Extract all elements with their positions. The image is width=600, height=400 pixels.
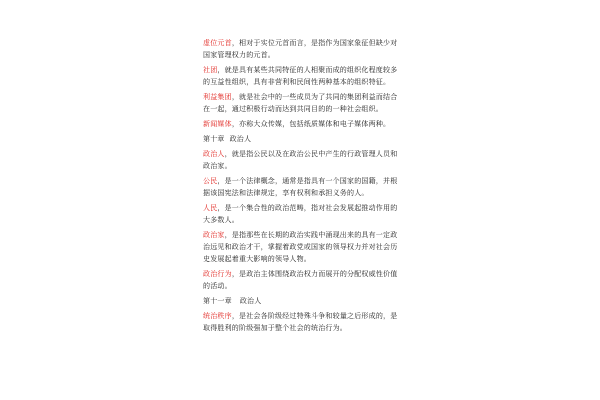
definition-text: 亦称大众传媒，包括纸质媒体和电子媒体两种。 (239, 120, 391, 128)
definition-text: 是一个集合性的政治范畴，指对社会发展起推动作用的大多数人。 (203, 204, 398, 224)
definition-paragraph (203, 310, 401, 334)
definition-paragraph (203, 148, 401, 172)
term-separator: ， (231, 39, 240, 47)
definition-paragraph (203, 37, 401, 61)
definition-paragraph (203, 91, 401, 115)
definition-paragraph (203, 229, 401, 265)
chapter-title: 政治人 (239, 297, 262, 305)
definition-term: 政治人 (203, 150, 225, 158)
chapter-number: 第十一章 (203, 297, 232, 305)
definition-text: 是社会各阶级经过特殊斗争和较量之后形成的，是取得胜利的阶级强加于整个社会的统治行为。 (203, 312, 398, 332)
definition-term: 统治秩序 (203, 312, 232, 320)
term-separator: ， (231, 93, 240, 101)
chapter-number: 第十章 (203, 135, 225, 143)
term-separator: ， (217, 177, 225, 185)
definition-term: 社团 (203, 66, 218, 74)
term-separator: ， (231, 270, 240, 278)
definition-term: 人民 (203, 204, 218, 212)
definition-text: 是一个法律概念，通常是指具有一个国家的国籍，并根据该国宪法和法律规定，享有权利和承担义务的人。 (203, 177, 398, 197)
definition-text: 相对于实位元首而言，是指作为国家象征但缺少对国家管理权力的元首。 (203, 39, 398, 59)
definition-text: 就是社会中的一些成员为了共同的集团利益而结合在一起，通过积极行动而达到共同目的的一种社会组织。 (203, 93, 398, 113)
definition-text: 就是具有某些共同特征的人相聚而成的组织化程度较多的互益性组织，具有非营利和民间性两种基本的组织特征。 (203, 66, 398, 86)
definition-term: 政治行为 (203, 270, 232, 278)
definition-text: 就是指公民以及在政治公民中产生的行政管理人员和政治家。 (203, 150, 398, 170)
definition-paragraph (203, 118, 401, 130)
term-separator: ， (217, 204, 225, 212)
definition-term: 政治家 (203, 231, 225, 239)
definition-paragraph (203, 175, 401, 199)
definition-paragraph (203, 64, 401, 88)
chapter-title: 政治人 (229, 135, 252, 143)
definition-term: 虚位元首 (203, 39, 232, 47)
definition-term: 公民 (203, 177, 218, 185)
term-separator: ， (224, 231, 232, 239)
term-separator: ， (231, 120, 240, 128)
definition-term: 新闻媒体 (203, 120, 232, 128)
term-separator: ， (224, 150, 232, 158)
definition-term: 利益集团 (203, 93, 232, 101)
definition-paragraph (203, 202, 401, 226)
chapter-heading (203, 295, 401, 307)
definition-text: 是指那些在长期的政治实践中涌现出来的具有一定政治远见和政治才干，掌握着政党或国家的领导权力并对社会历史发展起着重大影响的领导人物。 (203, 231, 398, 263)
chapter-heading (203, 133, 401, 145)
term-separator: ， (231, 312, 240, 320)
definition-text: 是政治主体围绕政治权力而展开的分配权威性价值的活动。 (203, 270, 398, 290)
term-separator: ， (217, 66, 225, 74)
document-body (203, 37, 401, 337)
definition-paragraph (203, 268, 401, 292)
